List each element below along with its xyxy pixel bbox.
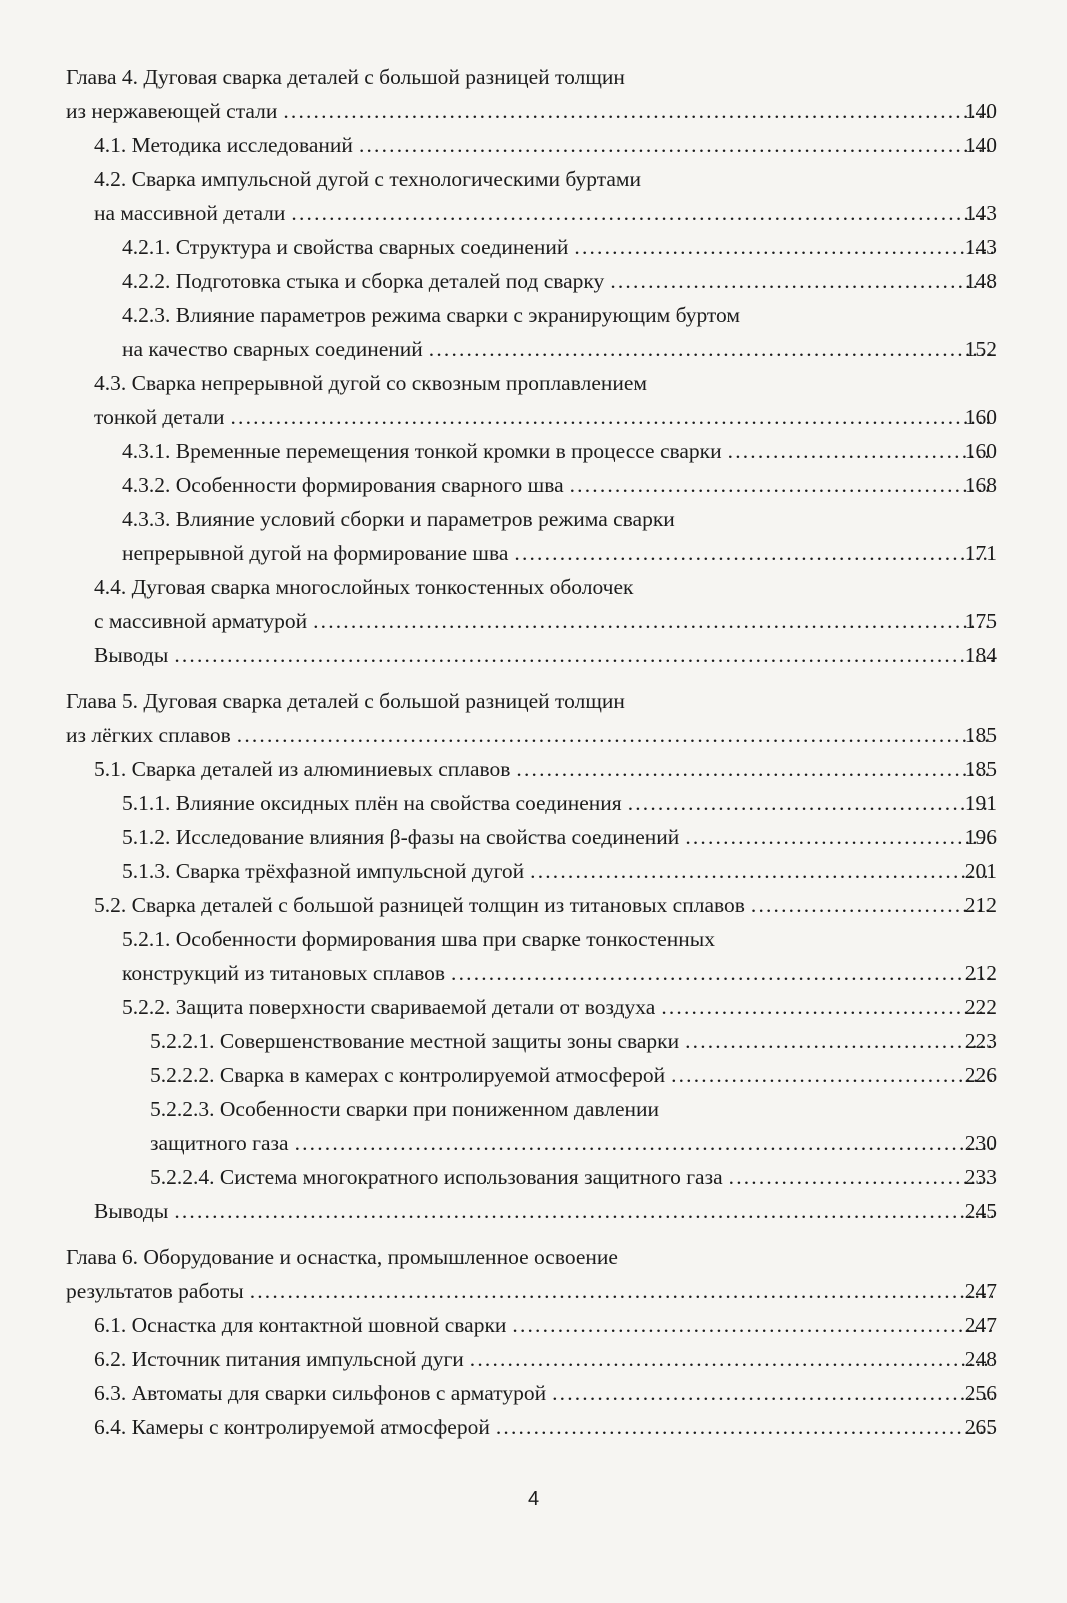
page-number: 4 [527,1488,540,1510]
toc-page-number: 185 [964,757,997,781]
toc-entry [0,60,1067,128]
toc-page-number: 143 [964,235,997,259]
toc-page-number: 248 [964,1347,997,1371]
toc-entry-line [94,1414,997,1440]
toc-entry-title: из нержавеющей стали [66,99,278,123]
toc-entry-title: Выводы [94,1199,169,1223]
toc-entry [0,1160,1067,1194]
toc-entry-title: 6.4. Камеры с контролируемой атмосферой [94,1415,490,1439]
dot-leader [470,1346,993,1372]
toc-entry-title: 4.2.2. Подготовка стыка и сборка деталей под сварку [122,269,605,293]
toc-entry [0,1308,1067,1342]
toc-page-number: 230 [964,1131,997,1155]
dot-leader [295,1130,993,1156]
toc-entry-title: непрерывной дугой на формирование шва [122,541,509,565]
toc-entry-line [150,1028,997,1054]
toc-entry-line [122,858,997,884]
dot-leader [359,132,993,158]
dot-leader [552,1380,993,1406]
toc-entry-title: 4.3.1. Временные перемещения тонкой кромки в процессе сварки [122,439,722,463]
toc-entry [0,298,1067,366]
dot-leader [628,790,993,816]
toc-entry-line [122,438,997,464]
toc-page-number: 152 [964,337,997,361]
toc-page-number: 226 [964,1063,997,1087]
toc-page-number: 175 [964,609,997,633]
toc-entry-line [122,336,997,362]
table-of-contents [0,60,1067,1444]
toc-entry [0,434,1067,468]
toc-entry-title: 5.2.1. Особенности формирования шва при сварке тонкостенных [122,927,715,951]
toc-entry-title: 5.2.2.3. Особенности сварки при пониженном давлении [150,1097,660,1121]
toc-entry-line [94,756,997,782]
toc-entry-title: Глава 6. Оборудование и оснастка, промышленное освоение [66,1245,618,1269]
dot-leader [574,234,993,260]
dot-leader [174,642,993,668]
toc-entry-line [94,1312,997,1338]
toc-page-number: 265 [964,1415,997,1439]
toc-page-number: 223 [964,1029,997,1053]
dot-leader [283,98,993,124]
toc-entry [0,1058,1067,1092]
toc-page-number: 233 [964,1165,997,1189]
toc-entry-title: защитного газа [150,1131,289,1155]
dot-leader [451,960,993,986]
toc-entry-title: 4.2.1. Структура и свойства сварных соединений [122,235,569,259]
dot-leader [174,1198,993,1224]
toc-entry-line [66,1278,997,1304]
toc-entry-line [122,472,997,498]
toc-entry-title: Глава 4. Дуговая сварка деталей с большой разницей толщин [66,65,625,89]
toc-page-number: 140 [964,99,997,123]
toc-entry-line [122,268,997,294]
toc-entry-title: на массивной детали [94,201,286,225]
dot-leader [610,268,993,294]
dot-leader [313,608,993,634]
toc-entry-title: 5.2.2. Защита поверхности свариваемой детали от воздуха [122,995,656,1019]
toc-entry-line [122,234,997,260]
toc-entry-title: 4.2.3. Влияние параметров режима сварки с экранирующим буртом [122,303,740,327]
toc-page-number: 196 [964,825,997,849]
toc-page-number: 160 [964,439,997,463]
toc-page-number: 148 [964,269,997,293]
toc-entry [0,752,1067,786]
toc-entry-title: 4.3.3. Влияние условий сборки и параметров режима сварки [122,507,675,531]
toc-entry [0,684,1067,752]
toc-entry [0,638,1067,672]
toc-entry-title: результатов работы [66,1279,244,1303]
dot-leader [516,756,993,782]
toc-page-number: 171 [964,541,997,565]
toc-entry-title: 6.2. Источник питания импульсной дуги [94,1347,464,1371]
toc-page-number: 168 [964,473,997,497]
dot-leader [751,892,993,918]
toc-entry [0,922,1067,990]
toc-entry-line [66,98,997,124]
toc-entry-line [94,132,997,158]
toc-entry [0,888,1067,922]
toc-entry-line [94,642,997,668]
dot-leader [530,858,993,884]
toc-entry-title: 6.1. Оснастка для контактной шовной сварки [94,1313,507,1337]
dot-leader [729,1164,993,1190]
toc-entry [0,468,1067,502]
toc-entry [0,1092,1067,1160]
toc-entry-line [122,824,997,850]
toc-entry-title: 4.3.2. Особенности формирования сварного шва [122,473,564,497]
toc-page-number: 140 [964,133,997,157]
toc-entry [0,1194,1067,1228]
dot-leader [230,404,993,430]
toc-entry-title: 4.3. Сварка непрерывной дугой со сквозным проплавлением [94,371,648,395]
toc-entry [0,230,1067,264]
dot-leader [250,1278,993,1304]
toc-entry [0,264,1067,298]
toc-entry [0,820,1067,854]
toc-page-number: 160 [964,405,997,429]
toc-entry-title: 6.3. Автоматы для сварки сильфонов с арматурой [94,1381,547,1405]
toc-entry [0,786,1067,820]
toc-entry-title: 4.1. Методика исследований [94,133,353,157]
toc-entry-title: 5.2. Сварка деталей с большой разницей толщин из титановых сплавов [94,893,745,917]
toc-entry-line [150,1130,997,1156]
toc-entry-title: 5.2.2.4. Система многократного использования защитного газа [150,1165,723,1189]
toc-page-number: 245 [964,1199,997,1223]
toc-entry-line [122,790,997,816]
toc-entry-title: 5.2.2.1. Совершенствование местной защиты зоны сварки [150,1029,680,1053]
dot-leader [661,994,993,1020]
toc-entry-title: 5.1. Сварка деталей из алюминиевых сплавов [94,757,511,781]
toc-page-number: 222 [964,995,997,1019]
toc-entry [0,366,1067,434]
toc-page-number: 184 [964,643,997,667]
toc-page-number: 212 [964,893,997,917]
toc-page-number: 185 [964,723,997,747]
toc-entry-line [94,404,997,430]
toc-entry-title: Глава 5. Дуговая сварка деталей с большой разницей толщин [66,689,625,713]
dot-leader [512,1312,993,1338]
toc-entry-title: 5.1.1. Влияние оксидных плён на свойства соединения [122,791,622,815]
toc-entry-line [66,722,997,748]
toc-entry-title: конструкций из титановых сплавов [122,961,446,985]
dot-leader [429,336,993,362]
toc-entry-line [122,994,997,1020]
dot-leader [570,472,993,498]
toc-entry [0,854,1067,888]
toc-entry-title: 4.4. Дуговая сварка многослойных тонкостенных оболочек [94,575,634,599]
dot-leader [237,722,993,748]
toc-entry-line [94,892,997,918]
toc-entry [0,990,1067,1024]
toc-entry-title: 5.1.3. Сварка трёхфазной импульсной дугой [122,859,525,883]
dot-leader [728,438,993,464]
toc-entry [0,1024,1067,1058]
toc-entry [0,1376,1067,1410]
toc-entry [0,162,1067,230]
toc-page-number: 256 [964,1381,997,1405]
toc-entry-line [122,960,997,986]
dot-leader [496,1414,993,1440]
toc-entry [0,1410,1067,1444]
toc-entry [0,1240,1067,1308]
toc-entry [0,502,1067,570]
dot-leader [685,1028,993,1054]
toc-entry-title: с массивной арматурой [94,609,308,633]
toc-entry-title: 5.1.2. Исследование влияния β-фазы на свойства соединений [122,825,680,849]
dot-leader [671,1062,993,1088]
toc-entry-line [94,608,997,634]
dot-leader [514,540,993,566]
toc-entry [0,128,1067,162]
dot-leader [685,824,993,850]
toc-entry-title: 4.2. Сварка импульсной дугой с технологическими буртами [94,167,642,191]
toc-entry-title: 5.2.2.2. Сварка в камерах с контролируемой атмосферой [150,1063,666,1087]
toc-entry-line [150,1062,997,1088]
toc-page-number: 201 [964,859,997,883]
toc-entry-title: Выводы [94,643,169,667]
toc-entry-line [122,540,997,566]
toc-entry [0,570,1067,638]
toc-entry-title: на качество сварных соединений [122,337,423,361]
toc-entry-line [94,1346,997,1372]
toc-page-number: 247 [964,1279,997,1303]
toc-entry-line [94,1198,997,1224]
toc-page-number: 143 [964,201,997,225]
toc-page-number: 247 [964,1313,997,1337]
toc-entry-line [94,200,997,226]
toc-entry-title: из лёгких сплавов [66,723,231,747]
toc-entry-title: тонкой детали [94,405,225,429]
dot-leader [291,200,993,226]
toc-entry [0,1342,1067,1376]
toc-page-number: 191 [964,791,997,815]
toc-entry-line [150,1164,997,1190]
toc-page-number: 212 [964,961,997,985]
toc-entry-line [94,1380,997,1406]
